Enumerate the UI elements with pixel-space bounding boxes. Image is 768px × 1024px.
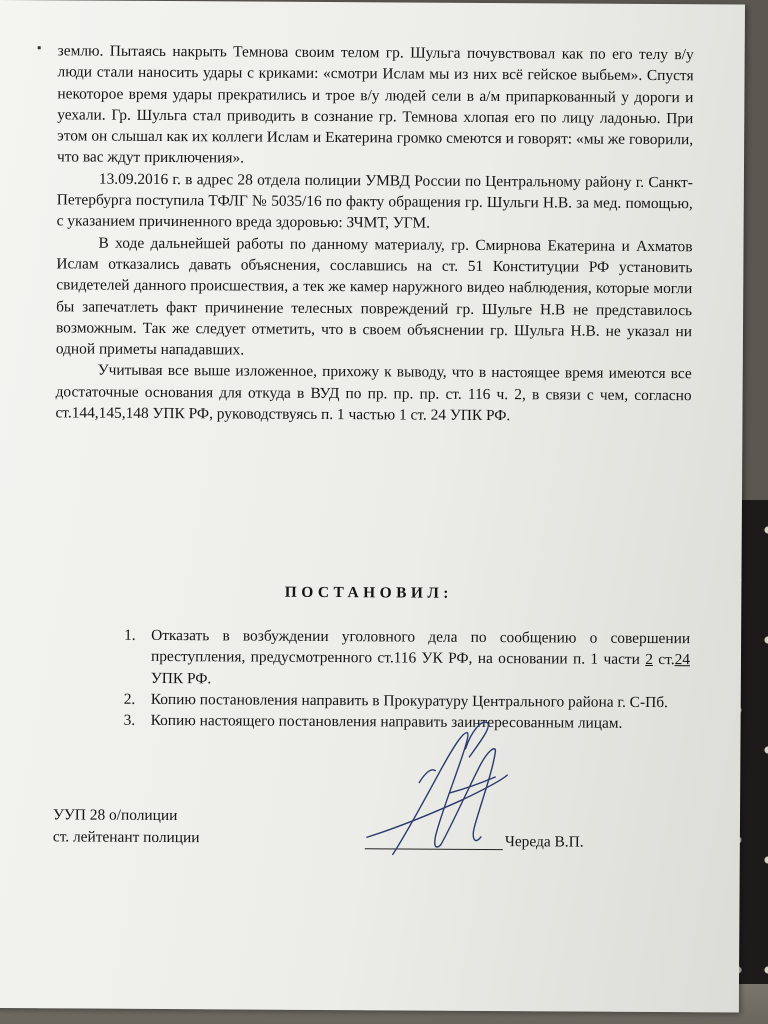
part-number: 2 — [645, 651, 654, 669]
paragraph-report: 13.09.2016 г. в адрес 28 отдела полиции УМВД России по Центральному району г. Санкт-Петербурга поступила ТФЛГ № 5035/16 по факту обращения гр. Шульги Н.В. за мед. помощью, с указанием причиненного вреда здоровью: ЗЧМТ, УГМ. — [56, 170, 693, 233]
paragraph-investigation: В ходе дальнейшей работы по данному материалу, гр. Смирнова Екатерина и Ахматов Ислам отказались давать объяснения, сославшись на ст. 51 Конституции РФ установить свидетелей данного происшествия, а тек же камер наружного видео наблюдения, которые могли бы запечатлеть факт причинение телесных повреждений гр. Шульге Н.В не представилось возможным. Так же следует отметить, что в своем объяснении гр. Шульга Н.В. не указал ни одной приметы нападавших. — [55, 234, 693, 359]
decision-number: 2. — [123, 690, 136, 708]
decision-text: УПК РФ. — [150, 669, 212, 687]
decision-list — [124, 625, 691, 735]
decision-text: Копию постановления направить в Прокуратуру Центрального района г. С-Пб. — [150, 690, 668, 711]
decision-text: Отказать в возбуждении уголовного дела по сообщению о совершении преступления, предусмотренного ст.116 УК РФ, на основании п. 1 части — [150, 626, 691, 669]
signature-line — [365, 848, 503, 850]
paper-speck — [38, 46, 41, 49]
signatory-unit: УУП 28 о/полиции — [52, 806, 178, 825]
decision-item — [124, 625, 690, 692]
paragraph-incident: землю. Пытаясь накрыть Темнова своим телом гр. Шульга почувствовал как по его телу в/у люди стали наносить удары с криками: «смотри Ислам мы из них всё гейское выбьем». Спустя некоторое время удары прекратились и трое в/у людей сели в а/м припаркованный у дороги и уехали. Гр. Шульга стал приводить в сознание гр. Темнова хлопая его по лицу ладонью. При этом он слышал как их коллеги Ислам и Екатерина громко смеются и говорят: «мы же говорили, что вас ждут приключения». — [56, 42, 694, 167]
paragraph-conclusion: Учитывая все выше изложенное, прихожу к выводу, что в настоящее время имеются все достаточные основания для откуда в ВУД по пр. пр. пр. ст. 116 ч. 2, в связи с чем, согласно ст.144,145,148 УПК РФ, руководствуясь п. 1 частью 1 ст. 24 УПК РФ. — [55, 362, 692, 425]
signatory-name: Череда В.П. — [504, 833, 584, 851]
decision-item — [124, 710, 690, 735]
document-body — [55, 40, 693, 427]
decision-text: Копию настоящего постановления направить заинтересованным лицам. — [150, 712, 623, 733]
decision-heading: ПОСТАНОВИЛ: — [284, 583, 453, 602]
decision-number: 3. — [123, 711, 136, 730]
decision-text: ст. — [652, 651, 675, 669]
signatory-rank: ст. лейтенант полиции — [52, 828, 200, 847]
article-number: 24 — [674, 651, 691, 669]
decision-number: 1. — [124, 626, 136, 644]
signatory-block — [53, 804, 200, 849]
